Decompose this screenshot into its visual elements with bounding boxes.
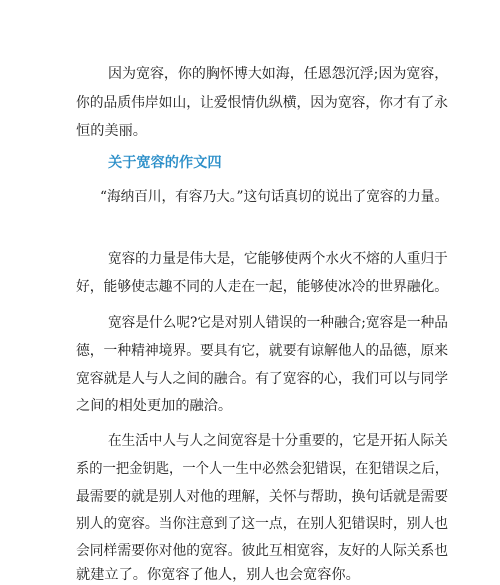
paragraph-line: 就建立了。你宽容了他人，别人也会宽容你。 [76, 567, 360, 583]
section-heading: 关于宽容的作文四 [108, 155, 222, 171]
paragraph-line: 好，能够使志趣不同的人走在一起，能够使冰冷的世界融化。 [76, 279, 449, 295]
paragraph-line: 因为宽容，你的胸怀博大如海，任恩怨沉浮;因为宽容， [108, 66, 449, 82]
paragraph-line: 别人的宽容。当你注意到了这一点，在别人犯错误时，别人也 [76, 516, 449, 532]
paragraph-line: 会同样需要你对他的宽容。彼此互相宽容，友好的人际关系也 [76, 543, 449, 559]
paragraph-line: “海纳百川，有容乃大。”这句话真切的说出了宽容的力量。 [100, 189, 449, 205]
paragraph-line: 你的品质伟岸如山，让爱恨情仇纵横，因为宽容，你才有了永 [76, 95, 449, 111]
paragraph-line: 在生活中人与人之间宽容是十分重要的，它是开拓人际关 [108, 433, 448, 449]
paragraph-line: 宽容是什么呢?它是对别人错误的一种融合;宽容是一种品 [108, 315, 448, 331]
paragraph-line: 之间的相处更加的融洽。 [76, 398, 233, 414]
paragraph-line: 最需要的就是别人对他的理解，关怀与帮助，换句话就是需要 [76, 489, 449, 505]
paragraph-line: 德，一种精神境界。要具有它，就要有谅解他人的品德，原来 [76, 343, 449, 359]
paragraph-line: 宽容就是人与人之间的融合。有了宽容的心，我们可以与同学 [76, 371, 449, 387]
paragraph-line: 恒的美丽。 [76, 123, 147, 139]
paragraph-line: 系的一把金钥匙，一个人一生中必然会犯错误，在犯错误之后， [76, 461, 449, 477]
paragraph-line: 宽容的力量是伟大是，它能够使两个水火不熔的人重归于 [108, 251, 448, 267]
